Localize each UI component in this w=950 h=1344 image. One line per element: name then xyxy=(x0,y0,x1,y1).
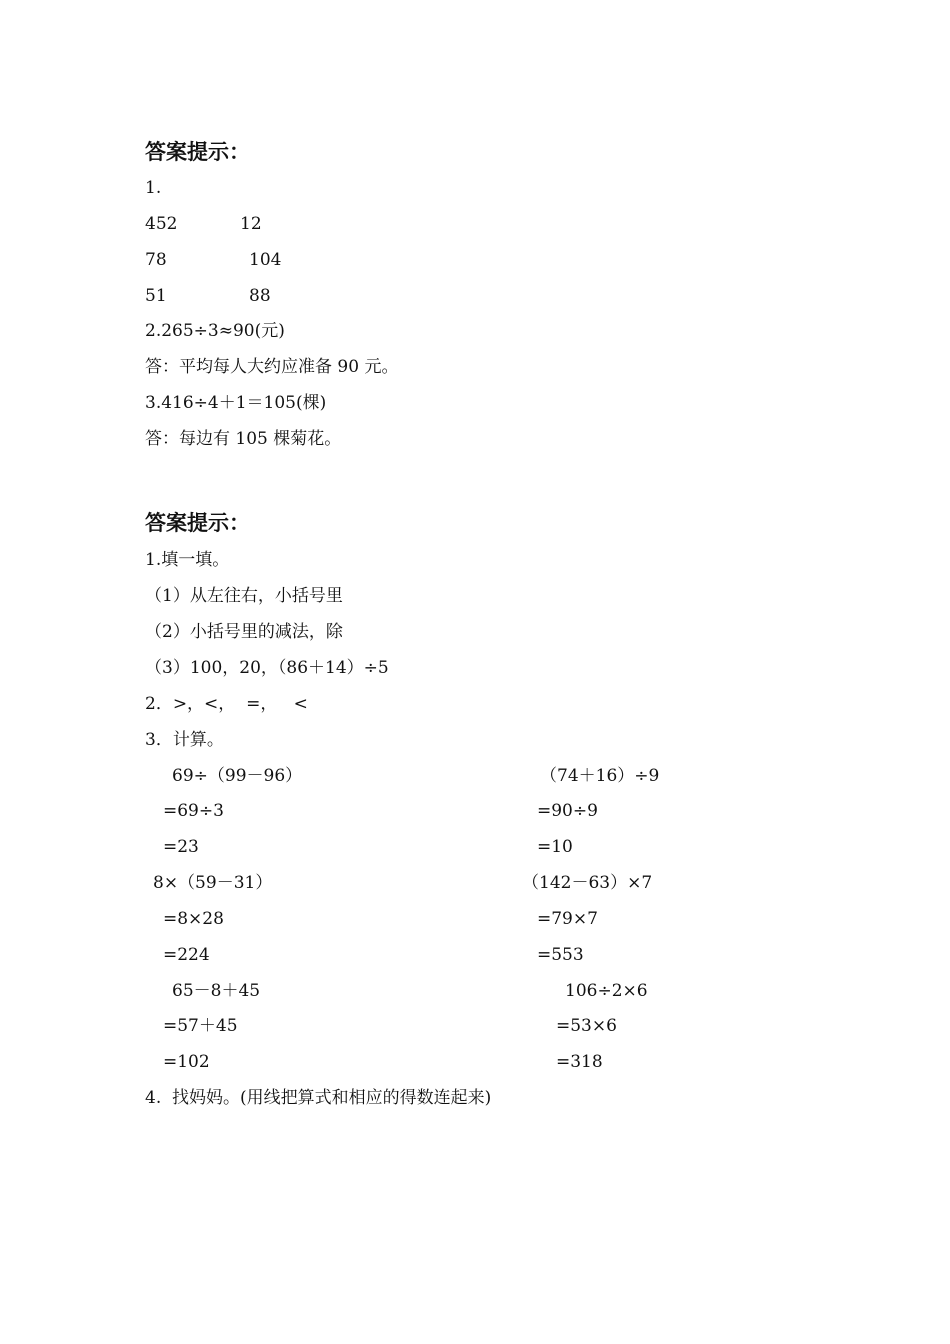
q1-label: 1. xyxy=(145,178,162,198)
q1-row2-a: 78 xyxy=(145,250,167,270)
calc2-left-expr: 8×（59－31） xyxy=(153,873,273,893)
section1-heading: 答案提示： xyxy=(145,140,250,164)
s2-q1-item-3: （3）100，20，（86＋14）÷5 xyxy=(145,658,389,678)
calc1-right-result: =10 xyxy=(537,837,573,857)
calc1-left-step: =69÷3 xyxy=(163,801,224,821)
q1-row1-b: 12 xyxy=(240,214,262,234)
calc2-left-result: =224 xyxy=(163,945,210,965)
calc2-right-result: =553 xyxy=(537,945,584,965)
s2-q2: 2．>，<， =， < xyxy=(145,694,308,714)
q2-answer: 答：平均每人大约应准备 90 元。 xyxy=(145,357,399,377)
q3-answer: 答：每边有 105 棵菊花。 xyxy=(145,429,342,449)
section2-heading: 答案提示： xyxy=(145,511,250,535)
q2-expression: 2.265÷3≈90(元) xyxy=(145,321,285,341)
calc3-left-result: =102 xyxy=(163,1052,210,1072)
calc1-left-result: =23 xyxy=(163,837,199,857)
calc3-left-expr: 65－8＋45 xyxy=(172,981,261,1001)
calc1-right-step: =90÷9 xyxy=(537,801,598,821)
calc3-left-step: =57＋45 xyxy=(163,1016,238,1036)
q1-row2-b: 104 xyxy=(249,250,282,270)
q1-row1-a: 452 xyxy=(145,214,178,234)
s2-q1-item-1: （1）从左往右，小括号里 xyxy=(145,586,343,606)
calc1-left-expr: 69÷（99－96） xyxy=(172,766,303,786)
calc2-left-step: =8×28 xyxy=(163,909,224,929)
s2-q1-title: 1.填一填。 xyxy=(145,550,230,570)
q1-row3-b: 88 xyxy=(249,286,271,306)
calc2-right-step: =79×7 xyxy=(537,909,598,929)
calc3-right-expr: 106÷2×6 xyxy=(565,981,648,1001)
calc3-right-step: =53×6 xyxy=(556,1016,617,1036)
calc3-right-result: =318 xyxy=(556,1052,603,1072)
q1-row3-a: 51 xyxy=(145,286,167,306)
s2-q1-item-2: （2）小括号里的减法，除 xyxy=(145,622,343,642)
q3-expression: 3.416÷4＋1＝105(棵) xyxy=(145,393,327,413)
s2-q4: 4. 找妈妈。(用线把算式和相应的得数连起来) xyxy=(145,1088,492,1108)
calc1-right-expr: （74＋16）÷9 xyxy=(540,766,660,786)
s2-q3-title: 3．计算。 xyxy=(145,730,224,750)
calc2-right-expr: （142－63）×7 xyxy=(522,873,653,893)
